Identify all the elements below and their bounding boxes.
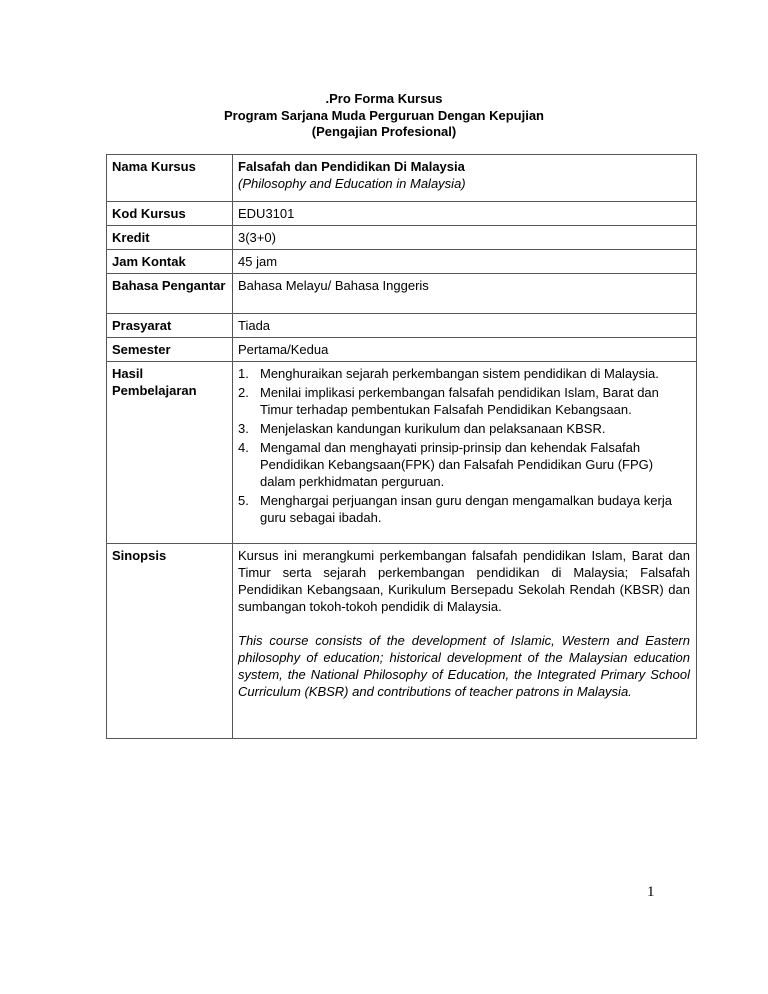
list-item: 3. Menjelaskan kandungan kurikulum dan pelaksanaan KBSR. bbox=[238, 421, 606, 436]
row-synopsis bbox=[107, 544, 697, 739]
course-proforma-table bbox=[106, 154, 697, 739]
row-contact-hours bbox=[107, 250, 697, 274]
label-contact-hours: Jam Kontak bbox=[107, 250, 233, 274]
value-synopsis bbox=[233, 544, 697, 739]
value-prerequisite: Tiada bbox=[233, 314, 697, 338]
value-language: Bahasa Melayu/ Bahasa Inggeris bbox=[233, 274, 697, 314]
label-language: Bahasa Pengantar bbox=[107, 274, 233, 314]
value-contact-hours: 45 jam bbox=[233, 250, 697, 274]
list-item: 2. Menilai implikasi perkembangan falsafah pendidikan Islam, Barat dan Timur terhadap pembentukan Falsafah Pendidikan Kebangsaan. bbox=[238, 385, 659, 417]
label-prerequisite: Prasyarat bbox=[107, 314, 233, 338]
row-semester bbox=[107, 338, 697, 362]
value-course-code: EDU3101 bbox=[233, 202, 697, 226]
list-item: 1. Menghuraikan sejarah perkembangan sistem pendidikan di Malaysia. bbox=[238, 366, 659, 381]
course-name-english: (Philosophy and Education in Malaysia) bbox=[238, 176, 466, 191]
learning-outcomes-list bbox=[238, 365, 690, 526]
value-semester: Pertama/Kedua bbox=[233, 338, 697, 362]
heading-line-1: .Pro Forma Kursus bbox=[325, 91, 443, 106]
row-course-name bbox=[107, 155, 697, 202]
label-credit: Kredit bbox=[107, 226, 233, 250]
value-course-name bbox=[233, 155, 697, 202]
label-course-code: Kod Kursus bbox=[107, 202, 233, 226]
label-semester: Semester bbox=[107, 338, 233, 362]
label-synopsis: Sinopsis bbox=[107, 544, 233, 739]
page-number: 1 bbox=[647, 884, 655, 900]
synopsis-english: This course consists of the development of Islamic, Western and Eastern philosophy of education; historical development of the Malaysian education system, the National Philosophy of Education, the Integrated Primary School Curriculum (KBSR) and contributions of teacher patrons in Malaysia. bbox=[238, 633, 690, 699]
value-credit: 3(3+0) bbox=[233, 226, 697, 250]
row-learning-outcomes bbox=[107, 362, 697, 544]
heading-line-3: (Pengajian Profesional) bbox=[311, 124, 457, 139]
label-learning-outcomes: Hasil Pembelajaran bbox=[107, 362, 233, 544]
course-name-malay: Falsafah dan Pendidikan Di Malaysia bbox=[238, 159, 465, 174]
row-language bbox=[107, 274, 697, 314]
value-learning-outcomes bbox=[233, 362, 697, 544]
list-item: 4. Mengamal dan menghayati prinsip-prinsip dan kehendak Falsafah Pendidikan Kebangsaan(FPK) dan Falsafah Pendidikan Guru (FPG) dalam perkhidmatan perguruan. bbox=[238, 440, 654, 489]
heading-line-2: Program Sarjana Muda Perguruan Dengan Kepujian bbox=[223, 107, 544, 123]
row-credit bbox=[107, 226, 697, 250]
row-course-code bbox=[107, 202, 697, 226]
row-prerequisite bbox=[107, 314, 697, 338]
synopsis-malay: Kursus ini merangkumi perkembangan falsafah pendidikan Islam, Barat dan Timur serta sejarah perkembangan pendidikan di Malaysia; Falsafah Pendidikan Kebangsaan, Kurikulum Bersepadu Sekolah Rendah (KBSR) dan sumbangan tokoh-tokoh pendidik di Malaysia. bbox=[238, 548, 690, 614]
document-heading bbox=[0, 91, 768, 141]
label-course-name: Nama Kursus bbox=[107, 155, 233, 202]
list-item: 5. Menghargai perjuangan insan guru dengan mengamalkan budaya kerja guru sebagai ibadah. bbox=[238, 493, 672, 525]
